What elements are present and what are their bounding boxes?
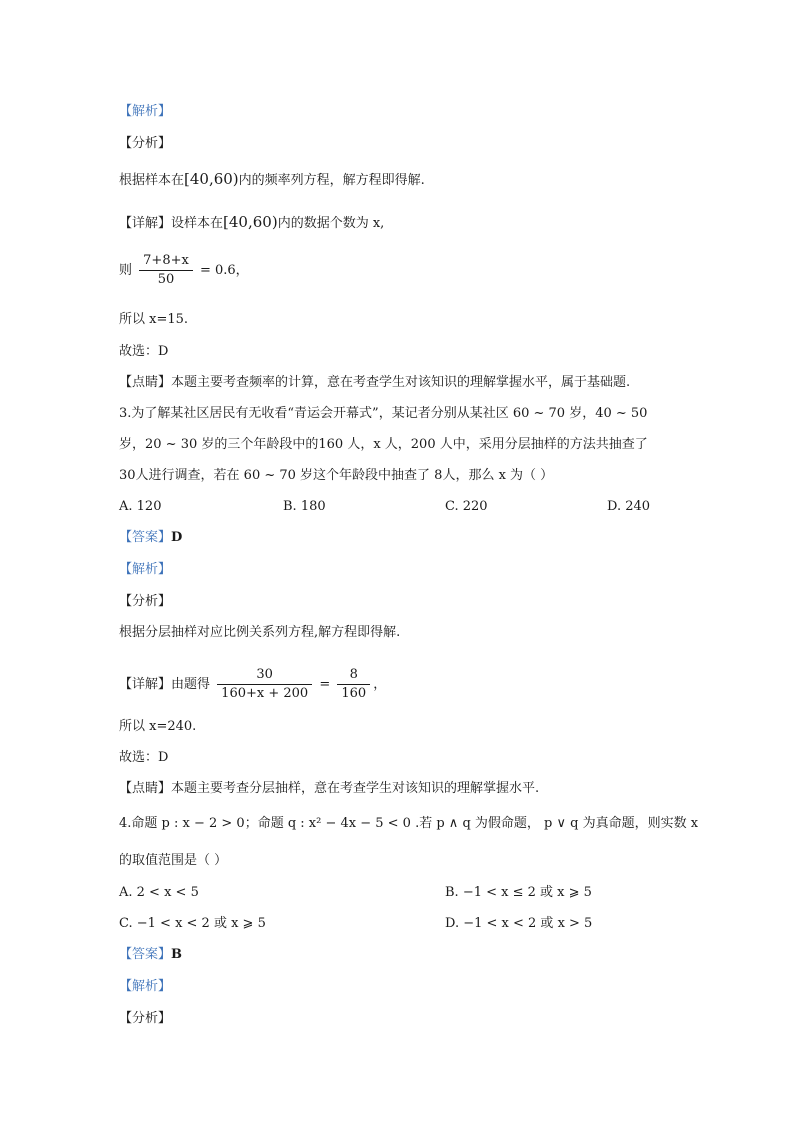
equation-line: [119, 252, 249, 289]
comment-heading: 【点睛】: [119, 375, 172, 390]
q3-stem-line-1: 3.为了解某社区居民有无收看“青运会开幕式”，某记者分别从某社区 60 ~ 70 岁，40 ~ 50: [119, 406, 648, 421]
comment-line: [119, 374, 630, 392]
q3-analysis-text: 根据分层抽样对应比例关系列方程,解方程即得解.: [119, 625, 401, 640]
equation-fraction: [139, 252, 193, 289]
q3-result-text: 所以 x=240.: [119, 719, 197, 734]
q4-option-b: B. −1 < x ≤ 2 或 x ⩾ 5: [445, 885, 592, 900]
q3-analysis-heading: 【分析】: [119, 594, 172, 609]
analysis-text: [119, 170, 425, 190]
q4-option-d: D. −1 < x < 2 或 x > 5: [445, 916, 593, 931]
q4-stem-line-2: 的取值范围是（ ）: [119, 853, 228, 868]
q3-detail-heading: 【详解】: [119, 677, 172, 692]
q4-option-c: C. −1 < x < 2 或 x ⩾ 5: [119, 916, 266, 931]
interval: [40,60): [223, 213, 278, 231]
equation-prefix: 则: [119, 263, 133, 278]
q3-fraction-left-numerator: 30: [217, 666, 312, 685]
detail-line: [119, 213, 384, 233]
equation-rhs: = 0.6，: [199, 263, 249, 278]
q3-solution-heading: 【解析】: [119, 562, 172, 577]
q3-stem-line-3: 30人进行调查，若在 60 ~ 70 岁这个年龄段中抽查了 8人，那么 x 为（ ）: [119, 468, 554, 483]
fraction-denominator: 50: [157, 272, 175, 287]
analysis-text-b: 内的频率列方程，解方程即得解.: [238, 173, 425, 188]
q4-answer-line: [119, 946, 182, 964]
q3-fraction-left-denominator: 160+x + 200: [221, 686, 309, 701]
q4-solution-heading: 【解析】: [119, 979, 172, 994]
q3-answer-line: [119, 529, 182, 547]
fraction-numerator: 7+8+x: [139, 252, 193, 271]
q4-answer: B: [171, 947, 183, 962]
q3-stem-line-2: 岁，20 ~ 30 岁的三个年龄段中的160 人，x 人，200 人中，采用分层抽样的方法共抽查了: [119, 437, 648, 452]
q3-comment-line: [119, 780, 539, 798]
detail-heading: 【详解】: [119, 216, 172, 231]
choice-text: 故选：D: [119, 344, 169, 359]
q3-fraction-left: [217, 666, 312, 703]
q3-detail-text: 由题得: [171, 677, 211, 692]
q4-stem-line-1: 4.命题 p : x − 2 > 0；命题 q : x² − 4x − 5 < 0 .若 p ∧ q 为假命题， p ∨ q 为真命题，则实数 x: [119, 816, 699, 831]
q4-answer-heading: 【答案】: [119, 947, 172, 962]
q3-answer-heading: 【答案】: [119, 530, 172, 545]
q3-answer: D: [171, 530, 183, 545]
detail-text-a: 设样本在: [171, 216, 224, 231]
q3-comment-text: 本题主要考查分层抽样，意在考查学生对该知识的理解掌握水平.: [171, 781, 540, 796]
q3-option-c: C. 220: [445, 499, 488, 514]
solution-heading: 【解析】: [119, 104, 172, 119]
q3-detail-line: 【详解】由题得 $\frac{30}{160+x + 200}$ = $\frac{8}{160}$ ，: [119, 667, 387, 701]
q3-comment-heading: 【点睛】: [119, 781, 172, 796]
q3-option-d: D. 240: [607, 499, 651, 514]
interval: [40,60): [184, 170, 239, 188]
analysis-text-a: 根据样本在: [119, 173, 185, 188]
q3-fraction-right: [337, 666, 370, 703]
q3-choice-text: 故选：D: [119, 750, 169, 765]
comment-text: 本题主要考查频率的计算，意在考查学生对该知识的理解掌握水平，属于基础题.: [171, 375, 631, 390]
detail-text-b: 内的数据个数为 x,: [277, 216, 385, 231]
q4-option-a: A. 2 < x < 5: [119, 885, 199, 900]
q3-fraction-right-denominator: 160: [341, 686, 367, 701]
q3-option-b: B. 180: [283, 499, 326, 514]
q4-analysis-heading: 【分析】: [119, 1011, 172, 1026]
result-text: 所以 x=15.: [119, 312, 189, 327]
analysis-heading: 【分析】: [119, 136, 172, 151]
q3-fraction-right-numerator: 8: [337, 666, 370, 685]
q3-option-a: A. 120: [119, 499, 162, 514]
